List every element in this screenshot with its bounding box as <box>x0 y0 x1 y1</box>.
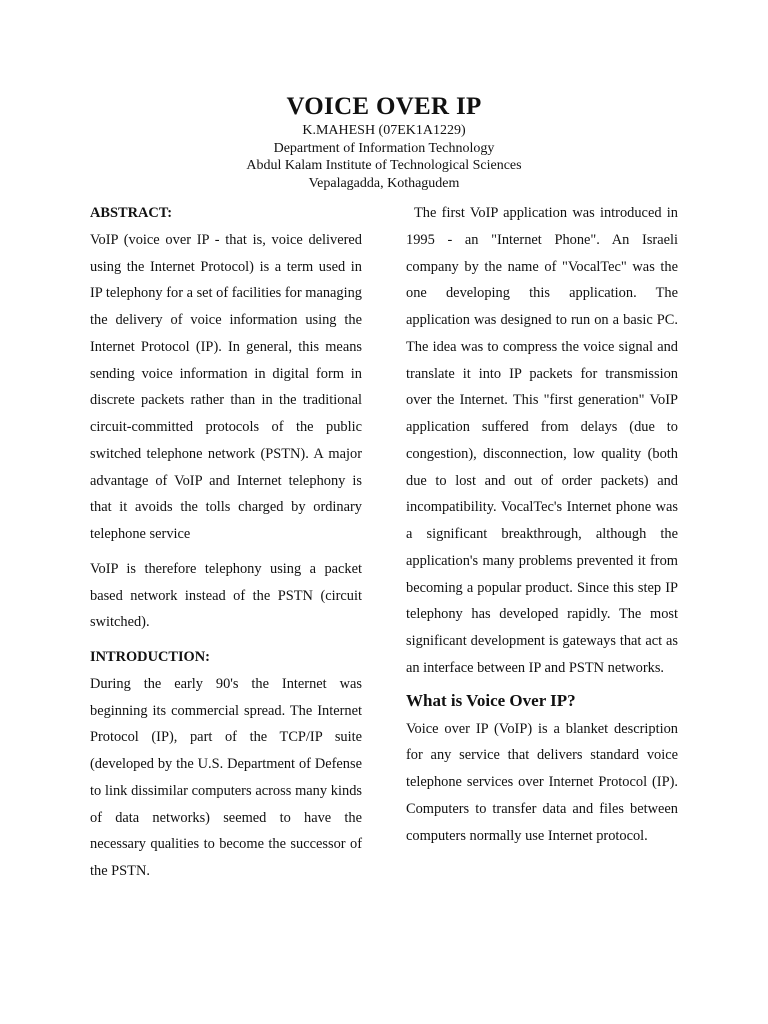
history-paragraph: The first VoIP application was introduced in 1995 - an "Internet Phone". An Israeli company by the name of "VocalTec" was the one developing this application. The application was designed to run on a basic PC. The idea was to compress the voice signal and translate it into IP packets for transmission over the Internet. This "first generation" VoIP application suffered from delays (due to congestion), disconnection, low quality (both due to lost and out of order packets) and incompatibility. VocalTec's Internet phone was a significant breakthrough, although the application's many problems prevented it from becoming a popular product. Since this step IP telephony has developed rapidly. The most significant development is gateways that act as an interface between IP and PSTN networks. <box>406 205 678 676</box>
introduction-heading: INTRODUCTION: <box>90 649 210 665</box>
abstract-paragraph-2: VoIP is therefore telephony using a packet based network instead of the PSTN (circuit switched). <box>90 560 362 631</box>
abstract-paragraph-1: VoIP (voice over IP - that is, voice delivered using the Internet Protocol) is a term used in IP telephony for a set of facilities for managing the delivery of voice information using the Internet Protocol (IP). In general, this means sending voice information in digital form in discrete packets rather than in the traditional circuit-committed protocols of the public switched telephone network (PSTN). A major advantage of VoIP and Internet telephony is that it avoids the tolls charged by ordinary telephone service <box>90 231 363 542</box>
what-is-voip-heading: What is Voice Over IP? <box>406 690 576 710</box>
abstract-heading: ABSTRACT: <box>90 205 173 221</box>
institute-line: Abdul Kalam Institute of Technological Sciences <box>246 158 522 173</box>
paper-header <box>0 92 768 192</box>
introduction-paragraph-1: During the early 90's the Internet was beginning its commercial spread. The Internet Protocol (IP), part of the TCP/IP suite (developed by the U.S. Department of Defense to link dissimilar computers across many kinds of data networks) seemed to have the necessary qualities to become the successor of the PSTN. <box>90 675 362 879</box>
what-is-voip-paragraph: Voice over IP (VoIP) is a blanket description for any service that delivers standard voice telephone services over Internet Protocol (IP). Computers to transfer data and files between computers normally use Internet protocol. <box>406 720 678 844</box>
left-column <box>90 200 362 885</box>
right-column <box>406 200 678 849</box>
author-line: K.MAHESH (07EK1A1229) <box>302 123 466 138</box>
paper-title: VOICE OVER IP <box>286 93 482 120</box>
department-line: Department of Information Technology <box>273 140 495 156</box>
location-line: Vepalagadda, Kothagudem <box>308 175 460 191</box>
